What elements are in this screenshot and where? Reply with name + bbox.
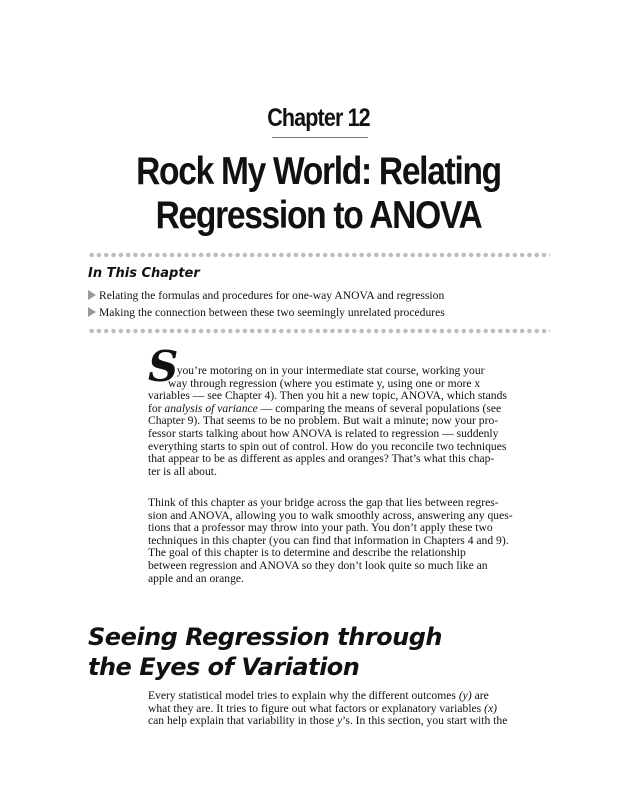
chapter-label: Chapter 12 [267, 104, 370, 132]
intro-paragraph-1: o you’re motoring on in your intermediate stat course, working your way through regression (where you estimate y, using one or more x variables — see Chapter 4). Then you hit a new topic, ANOVA, which stands for analysis of variance — comparing the means of several populations (see Chapter 9). That seems to be no problem. But wait a minute; now your pro- fessor starts talking about how ANOVA is related to regression — suddenly everything starts to spin out of control. How do you reconcile two techniques that appear to be as different as apples and oranges? That’s what this chap- ter is all about. [148, 365, 558, 478]
in-this-chapter-heading: In This Chapter [88, 266, 200, 281]
section-heading [88, 622, 442, 682]
triangle-bullet-icon [88, 307, 96, 317]
dotted-divider-bottom [88, 328, 550, 334]
chapter-title-line-1: Rock My World: Relating [136, 150, 501, 193]
chapter-underline [272, 137, 368, 138]
drop-cap: S [148, 342, 179, 391]
intro-paragraph-2: Think of this chapter as your bridge across the gap that lies between regres- sion and ANOVA, allowing you to walk smoothly across, answering any ques- tions that a professor may throw into your path. You don’t apply these two techniques in this chapter (you can find that information in Chapters 4 and 9). The goal of this chapter is to determine and describe the relationship between regression and ANOVA so they don’t look quite so much like an apple and an orange. [148, 496, 513, 585]
chapter-bullet-item: Relating the formulas and procedures for one-way ANOVA and regression [88, 289, 444, 302]
section-heading-line-1: Seeing Regression through [88, 623, 443, 651]
section-paragraph-1: Every statistical model tries to explain why the different outcomes (y) are what they are. It tries to figure out what factors or explanatory variables (x) can help explain that variability in those y’s. In this section, you start with the [148, 689, 508, 728]
chapter-bullet-item: Making the connection between these two seemingly unrelated procedures [88, 306, 445, 319]
section-heading-line-2: the Eyes of Variation [88, 653, 360, 681]
dotted-divider-top [88, 252, 550, 258]
chapter-title [0, 150, 637, 238]
triangle-bullet-icon [88, 290, 96, 300]
chapter-title-line-2: Regression to ANOVA [155, 194, 482, 237]
line-with-variables: way through regression (where you estimate y, using one or more x [168, 376, 481, 390]
